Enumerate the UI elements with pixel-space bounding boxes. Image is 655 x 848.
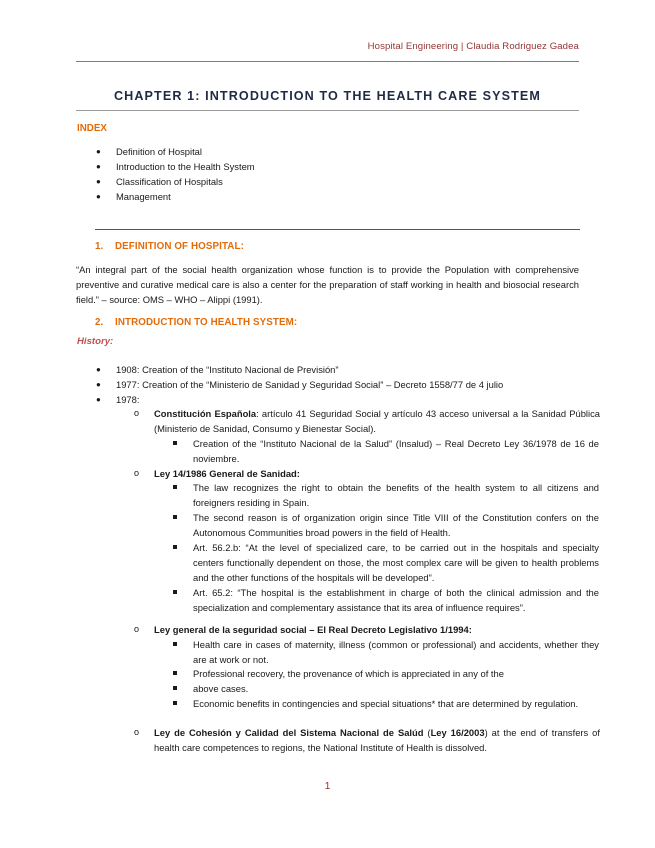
bullet-icon: ● bbox=[96, 395, 101, 404]
ley-general-seguridad-social-item: o Ley general de la seguridad social – El Real Decreto Legislativo 1/1994: bbox=[134, 624, 472, 635]
bullet-icon: ● bbox=[96, 192, 101, 201]
square-bullet-icon bbox=[173, 545, 177, 549]
section-1-heading: 1. DEFINITION OF HOSPITAL: bbox=[95, 241, 244, 252]
square-bullet-icon bbox=[173, 485, 177, 489]
square-bullet-icon bbox=[173, 515, 177, 519]
title-rule bbox=[76, 110, 579, 111]
history-label: History: bbox=[77, 336, 114, 347]
index-item: ● Classification of Hospitals bbox=[96, 176, 223, 187]
hospital-definition: “An integral part of the social health organization whose function is to provide the Population with comprehensive preventive and curative medical care is also a center for the preparation of staff working in health and biosocial research field.” – source: OMS – WHO – Alippi (1991). bbox=[76, 264, 579, 305]
ley-14-sub-item: The second reason is of organization origin since Title VIII of the Constitution confers on the Autonomous Communities broad powers in the field of Health. bbox=[173, 510, 599, 540]
history-item-1977: ● 1977: Creation of the “Ministerio de Sanidad y Seguridad Social” – Decreto 1558/77 de 4 julio bbox=[96, 379, 504, 390]
ley-cohesion-item: o Ley de Cohesión y Calidad del Sistema Nacional de Salúd (Ley 16/2003) at the end of transfers of health care competences to regions, the National Institute of Health is dissolved. bbox=[134, 727, 600, 753]
history-item-1978: ● 1978: bbox=[96, 394, 140, 405]
square-bullet-icon bbox=[173, 642, 177, 646]
bullet-icon: ● bbox=[96, 162, 101, 171]
circle-bullet-icon: o bbox=[134, 727, 140, 737]
header-rule bbox=[76, 61, 579, 62]
circle-bullet-icon: o bbox=[134, 468, 140, 478]
index-item: ● Introduction to the Health System bbox=[96, 161, 255, 172]
index-item: ● Definition of Hospital bbox=[96, 146, 202, 157]
square-bullet-icon bbox=[173, 686, 177, 690]
ley-14-sub-item: The law recognizes the right to obtain the benefits of the health system to all citizens and foreigners residing in Spain. bbox=[173, 480, 599, 510]
running-header: Hospital Engineering | Claudia Rodriguez Gadea bbox=[367, 41, 579, 52]
circle-bullet-icon: o bbox=[134, 408, 140, 418]
page-number: 1 bbox=[324, 780, 331, 792]
index-rule bbox=[95, 229, 580, 230]
chapter-title: CHAPTER 1: INTRODUCTION TO THE HEALTH CARE SYSTEM bbox=[113, 89, 542, 103]
lgss-sub-item: Professional recovery, the provenance of which is appreciated in any of the bbox=[173, 666, 599, 681]
bullet-icon: ● bbox=[96, 177, 101, 186]
history-item-1908: ● 1908: Creation of the “Instituto Nacional de Previsión” bbox=[96, 364, 339, 375]
index-list bbox=[96, 144, 255, 204]
bullet-icon: ● bbox=[96, 380, 101, 389]
bullet-icon: ● bbox=[96, 147, 101, 156]
section-2-heading: 2. INTRODUCTION TO HEALTH SYSTEM: bbox=[95, 317, 298, 328]
index-heading: INDEX bbox=[77, 123, 107, 134]
bullet-icon: ● bbox=[96, 365, 101, 374]
ley-14-sub-item: Art. 56.2.b: “At the level of specialized care, to be carried out in the hospitals and specialty centers functionally dependent on those, the most complex care will be given to health problems and the other functions of the hospitals will be developed”. bbox=[173, 540, 599, 585]
constitucion-item: o Constitución Española: artículo 41 Seguridad Social y artículo 43 acceso universal a la Sanidad Pública (Ministerio de Sanidad, Consumo y Bienestar Social). bbox=[134, 408, 600, 434]
insalud-item: Creation of the “Instituto Nacional de la Salud” (Insalud) – Real Decreto Ley 36/1978 de 16 de noviembre. bbox=[173, 436, 599, 466]
index-item: ● Management bbox=[96, 191, 171, 202]
ley-14-sub-item: Art. 65.2: “The hospital is the establishment in charge of both the clinical admission and the specialization and complementary assistance that its area of influence requires”. bbox=[173, 585, 599, 615]
square-bullet-icon bbox=[173, 671, 177, 675]
square-bullet-icon bbox=[173, 590, 177, 594]
lgss-sub-item: above cases. bbox=[173, 681, 599, 696]
circle-bullet-icon: o bbox=[134, 624, 140, 634]
square-bullet-icon bbox=[173, 441, 177, 445]
square-bullet-icon bbox=[173, 701, 177, 705]
lgss-sub-item: Health care in cases of maternity, illness (common or professional) and accidents, whether they are at work or not. bbox=[173, 637, 599, 667]
ley-14-1986-item: o Ley 14/1986 General de Sanidad: bbox=[134, 468, 300, 479]
lgss-sub-item: Economic benefits in contingencies and special situations* that are determined by regulation. bbox=[173, 696, 599, 711]
